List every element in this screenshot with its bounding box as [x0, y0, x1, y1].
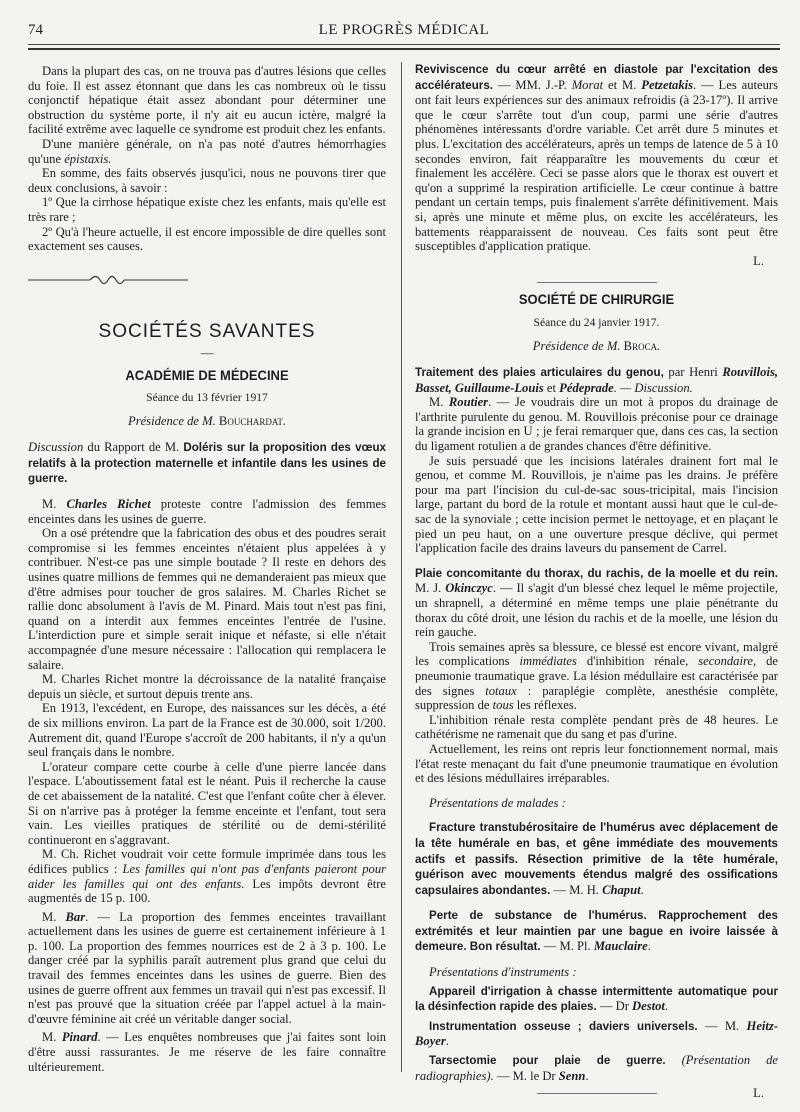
paragraph: M. Charles Richet montre la décroissance de la natalité française depuis un siècle, et surtout depuis trente ans.	[28, 672, 386, 701]
paragraph: M. Ch. Richet voudrait voir cette formule imprimée dans tous les édifices publics : Les familles qui n'ont pas d'enfants paieront pour aider les familles qui ont des enfants. Les impôts devront être augmentés de 15 p. 100.	[28, 847, 387, 906]
paragraph: 1º Que la cirrhose hépatique existe chez les enfants, mais qu'elle est très rare ;	[28, 195, 386, 224]
paper-heading: Tarsectomie pour plaie de guerre. (Présentation de radiographies). — M. le Dr Senn.	[415, 1053, 778, 1083]
presidency: Présidence de M. Bouchardat.	[128, 413, 286, 428]
paragraph: M. Charles Richet proteste contre l'admission des femmes enceintes dans les usines de guerre.	[28, 497, 386, 526]
column-divider	[401, 62, 402, 1072]
section-title: SOCIÉTÉS SAVANTES	[98, 321, 316, 343]
subheading: Présentations d'instruments :	[429, 965, 577, 980]
paragraph: Trois semaines après sa blessure, ce blessé est encore vivant, malgré les complications immédiates d'inhibition rénale, secondaire, de pneumonie traumatique grave. La lésion médullaire est caractérisée par des signes totaux : paraplégie complète, anesthésie complète, suppression de tous les réflexes.	[415, 639, 779, 713]
presidency: Présidence de M. Broca.	[532, 338, 661, 353]
page-header	[28, 22, 780, 42]
paper-heading: Instrumentation osseuse ; daviers universels. — M. Heitz-Boyer.	[415, 1018, 779, 1049]
ornament-divider	[28, 270, 188, 290]
header-rule	[28, 44, 780, 45]
header-rule-thick	[28, 48, 780, 50]
paragraph: En 1913, l'excédent, en Europe, des naissances sur les décès, a été de six millions environ. La part de la France est de 30.000, soit 1/200. Autrement dit, quand l'Europe s'accroît de 200 habitants, il n'y a qu'un seul français dans le nombre.	[28, 701, 386, 760]
discussion-heading: Discussion du Rapport de M. Doléris sur la proposition des vœux relatifs à la protection maternelle et infantile dans les usines de guerre.	[28, 440, 386, 486]
paragraph: Dans la plupart des cas, on ne trouva pas d'autres lésions que celles du foie. Il est assez étonnant que dans les cas nombreux où le tissu conjonctif hépatique était assez abondant pour déterminer une obstruction du système porte, il n'y ait eu aucun ictère, malgré la facilité extrême avec laquelle ce syndrome est produit chez les enfants.	[28, 64, 386, 137]
paragraph: En somme, des faits observés jusqu'ici, nous ne pouvons tirer que deux conclusions, à savoir :	[28, 166, 386, 195]
paragraph: M. Bar. — La proportion des femmes enceintes travaillant actuellement dans les usines de guerre est certainement inférieure à 1 p. 100. La proportion des femmes nourrices est de 2 à 3 p. 100. Le danger créé par la syphilis paraît autrement plus grand que celui du travail des femmes enceintes dans les usines de guerre. Bien des usines de guerre offrent aux femmes un travail qui n'est pas excessif. Il n'est pas prouvé que la situation créée par l'appel actuel à la main-d'œuvre féminine ait créé un véritable danger social.	[28, 909, 386, 1026]
paragraph: Je suis persuadé que les incisions latérales drainent fort mal le genou, et comme M. Rouvillois, je n'aime pas les drains. Je préfère pour ma part l'incision du cul-de-sac sous-tricipital, mais l'incision large, partant du bord de la rotule et montant aussi haut que le cul-de-sac de la synoviale ; cette incision permet le nettoyage, et en plaçant le pied un peu haut, on a une ouverture presque déclive, qui permet l'application facile des drains laveurs du pansement de Carrel.	[415, 453, 778, 556]
subheading: Présentations de malades :	[429, 795, 566, 810]
divider	[537, 282, 657, 283]
signature: L.	[753, 253, 764, 268]
paragraph: D'une manière générale, on n'a pas noté d'autres hémorrhagies qu'une épistaxis.	[28, 136, 386, 166]
paragraph: On a osé prétendre que la fabrication des obus et des poudres serait compromise si les femmes enceintes n'étaient plus appelées à y contribuer. N'est-ce pas une simple boutade ? Il reste en dehors des usines quatre millions de femmes qui ne demanderaient pas mieux que d'être admises pour toucher de gros salaires. M. Charles Richet se rallie donc absolument à l'avis de M. Pinard. Mais tout n'est pas fini, quand on a interdit aux femmes enceintes l'entrée de l'usine. L'interdiction pure et simple serait inique et néfaste, si elle n'était accompagnée d'une mesure nécessaire : l'allocation qui remplacera le salaire.	[28, 526, 386, 672]
paper-heading: Fracture transtubérositaire de l'humérus avec déplacement de la tête humérale en bas, et gêne immédiate des mouvements actifs et passifs. Résection primitive de la tête humérale, guérison avec mouvements étendus malgré des ossifications capsulaires abondantes. — M. H. Chaput.	[415, 821, 778, 897]
right-column	[415, 62, 778, 1101]
academy-heading: ACADÉMIE DE MÉDECINE	[125, 367, 289, 383]
paragraph: L'inhibition rénale resta complète pendant près de 48 heures. Le cathétérisme ne ramenait que du sang et pas d'urine.	[415, 712, 778, 742]
section-dash: —	[200, 345, 214, 360]
paragraph: M. Pinard. — Les enquêtes nombreuses que j'ai faites sont loin d'être aussi rassurantes. Je me réserve de les faire connaître ultérieurement.	[28, 1030, 386, 1074]
paragraph: M. Routier. — Je voudrais dire un mot à propos du drainage de l'arthrite purulente du genou. M. Rouvillois préconise pour ce drainage la grande incision en U ; je ferai remarquer que, dans ces cas, la section du ligament rotulien a de grandes chances d'être définitive.	[415, 395, 778, 454]
session-date: Séance du 24 janvier 1917.	[533, 315, 660, 329]
society-heading: SOCIÉTÉ DE CHIRURGIE	[518, 291, 675, 308]
paper-heading: Plaie concomitante du thorax, du rachis, de la moelle et du rein. M. J. Okinczyc. — Il s'agit d'un blessé chez lequel le même projectile, un shrapnell, a déterminé en même temps une plaie pénétrante du thorax du côté droit, une lésion du rachis et de la moelle, une lésion du rein gauche.	[415, 566, 778, 640]
page-number: 74	[28, 22, 43, 38]
paragraph: L'orateur compare cette courbe à celle d'une pierre lancée dans l'espace. L'aboutissement fatal est le néant. Puis il recherche la cause de cet abaissement de la natalité. C'est que l'enfant coûte cher à élever. Si on n'arrive pas à protéger la femme enceinte et l'enfant, tout sera vain. Les vieilles pratiques de stérilité ou de demi-stérilité continueront en s'aggravant.	[28, 759, 386, 847]
paragraph: Actuellement, les reins ont repris leur fonctionnement normal, mais l'état reste menaçant du fait d'une pneumonie traumatique en évolution et des lésions médullaires irréparables.	[415, 741, 778, 786]
left-column	[28, 64, 386, 1074]
paper-heading: Traitement des plaies articulaires du genou, par Henri Rouvillois, Basset, Guillaume-Louis et Pédeprade. — Discussion.	[415, 365, 778, 395]
paragraph: Reviviscence du cœur arrêté en diastole par l'excitation des accélérateurs. — MM. J.-P. Morat et M. Petzetakis. — Les auteurs ont fait leurs expériences sur des animaux refroidis (à 23-17º). Il arrive que le cœur s'arrête tout d'un coup, parmi une série d'autres phénomènes intéressants d'ordre variable. Cet arrêt dure 5 minutes et plus. L'excitation des accélérateurs, après un temps de latence de 5 à 10 secondes environ, fait réapparaître les mouvements du cœur et finalement les accélère. Ceci se passe alors que le thorax est ouvert et qu'on a supprimé la respiration artificielle. Le cœur continue à battre pendant un certain temps, puis finalement s'arrête définitivement. Mais si, après une minute et même plus, on excite les accélérateurs, les battements réapparaissent de nouveau. Ces faits sont peut être susceptibles d'application pratique.	[415, 63, 778, 254]
session-date: Séance du 13 février 1917	[146, 391, 268, 405]
paper-heading: Perte de substance de l'humérus. Rapprochement des extrémités et leur maintien par une bague en ivoire laissée à demeure. Bon résultat. — M. Pl. Mauclaire.	[415, 909, 778, 954]
paragraph: 2º Qu'à l'heure actuelle, il est encore impossible de dire quelles sont exactement ses causes.	[28, 224, 386, 254]
signature: L.	[753, 1086, 764, 1101]
paper-heading: Appareil d'irrigation à chasse intermittente automatique pour la désinfection rapide des plaies. — Dr Destot.	[415, 984, 778, 1014]
journal-title: LE PROGRÈS MÉDICAL	[318, 22, 490, 38]
